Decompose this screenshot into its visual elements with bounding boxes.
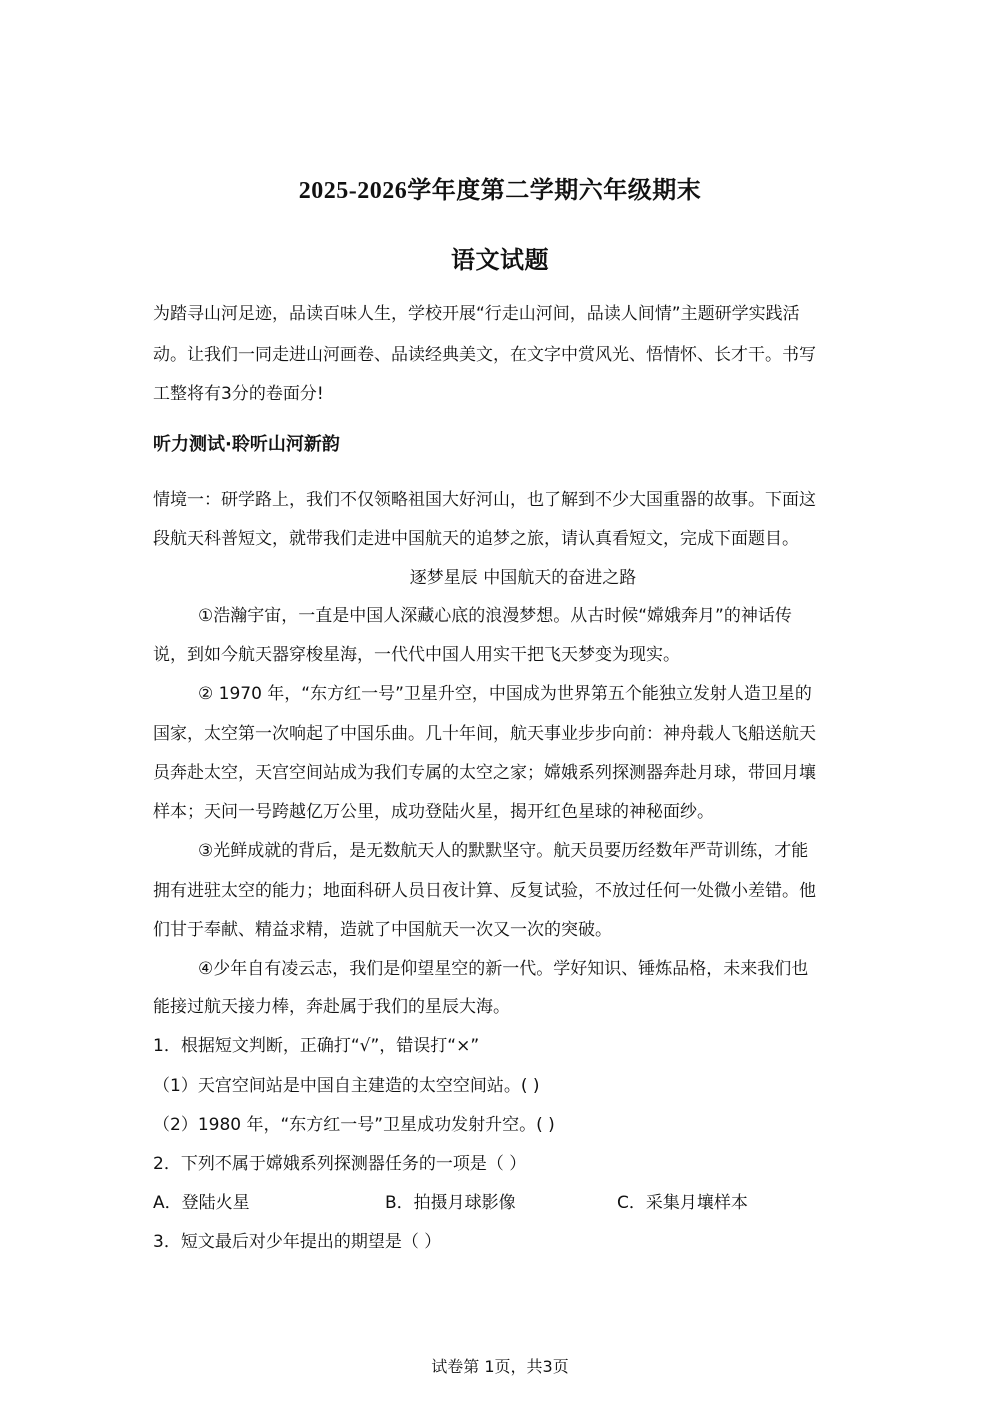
question-3: 3．短文最后对少年提出的期望是（ ） bbox=[153, 1232, 442, 1252]
option-c[interactable]: C．采集月壤样本 bbox=[617, 1193, 748, 1213]
option-b[interactable]: B．拍摄月球影像 bbox=[385, 1193, 516, 1213]
intro-line: 工整将有3分的卷面分! bbox=[153, 384, 324, 404]
context-line: 段航天科普短文，就带我们走进中国航天的追梦之旅，请认真看短文，完成下面题目。 bbox=[153, 529, 799, 549]
section-heading: 听力测试·聆听山河新韵 bbox=[153, 434, 340, 455]
paragraph-line: 能接过航天接力棒，奔赴属于我们的星辰大海。 bbox=[153, 997, 510, 1017]
paragraph-line: 拥有进驻太空的能力；地面科研人员日夜计算、反复试验，不放过任何一处微小差错。他 bbox=[153, 881, 816, 901]
question-1-2: （2）1980 年，“东方红一号”卫星成功发射升空。( ) bbox=[153, 1115, 555, 1135]
intro-line: 动。让我们一同走进山河画卷、品读经典美文，在文字中赏风光、悟情怀、长才干。书写 bbox=[153, 345, 816, 365]
question-1: 1．根据短文判断，正确打“√”，错误打“×” bbox=[153, 1036, 480, 1056]
paragraph-line: 们甘于奉献、精益求精，造就了中国航天一次又一次的突破。 bbox=[153, 920, 612, 940]
paragraph-line: 员奔赴太空，天宫空间站成为我们专属的太空之家；嫦娥系列探测器奔赴月球，带回月壤 bbox=[153, 763, 816, 783]
paragraph-line: 国家，太空第一次响起了中国乐曲。几十年间，航天事业步步向前：神舟载人飞船送航天 bbox=[153, 724, 816, 744]
paragraph-line: ①浩瀚宇宙，一直是中国人深藏心底的浪漫梦想。从古时候“嫦娥奔月”的神话传 bbox=[198, 606, 792, 626]
page-subtitle: 语文试题 bbox=[451, 248, 549, 274]
option-a[interactable]: A．登陆火星 bbox=[153, 1193, 250, 1213]
paragraph-line: ③光鲜成就的背后，是无数航天人的默默坚守。航天员要历经数年严苛训练，才能 bbox=[198, 841, 809, 861]
article-title: 逐梦星辰 中国航天的奋进之路 bbox=[409, 568, 637, 588]
intro-line: 为踏寻山河足迹，品读百味人生，学校开展“行走山河间，品读人间情”主题研学实践活 bbox=[153, 304, 800, 324]
page-footer: 试卷第 1页，共3页 bbox=[431, 1357, 569, 1376]
question-1-1: （1）天宫空间站是中国自主建造的太空空间站。( ) bbox=[153, 1076, 540, 1096]
paragraph-line: 说，到如今航天器穿梭星海，一代代中国人用实干把飞天梦变为现实。 bbox=[153, 645, 680, 665]
question-2: 2．下列不属于嫦娥系列探测器任务的一项是（ ） bbox=[153, 1154, 527, 1174]
question-2-options bbox=[153, 1193, 853, 1213]
context-line: 情境一：研学路上，我们不仅领略祖国大好河山，也了解到不少大国重器的故事。下面这 bbox=[153, 490, 816, 510]
paragraph-line: ④少年自有凌云志，我们是仰望星空的新一代。学好知识、锤炼品格，未来我们也 bbox=[198, 959, 809, 979]
page-title: 2025-2026学年度第二学期六年级期末 bbox=[298, 178, 702, 204]
paragraph-line: 样本；天问一号跨越亿万公里，成功登陆火星，揭开红色星球的神秘面纱。 bbox=[153, 802, 714, 822]
paragraph-line: ② 1970 年，“东方红一号”卫星升空，中国成为世界第五个能独立发射人造卫星的 bbox=[198, 684, 812, 704]
